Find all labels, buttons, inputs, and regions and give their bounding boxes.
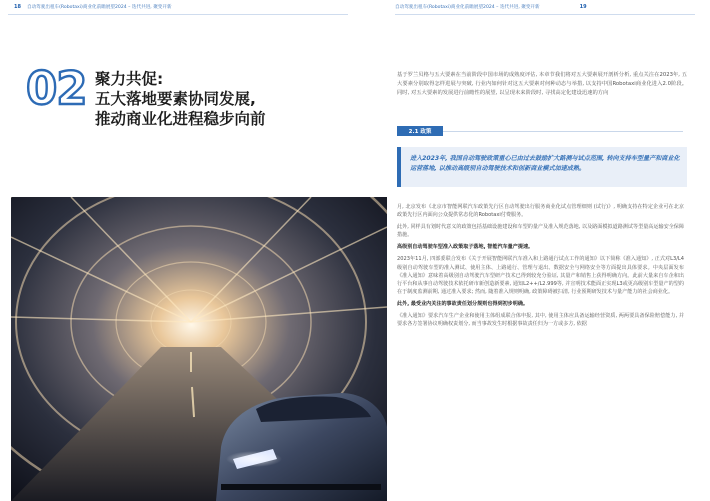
running-title-left: 自动驾驶出租车(Robotaxi)商业化前瞻展望2024 – 迭代共进, 聚变开新	[26, 5, 172, 10]
header-rule-left	[8, 14, 348, 15]
running-title-right: 自动驾驶出租车(Robotaxi)商业化前瞻展望2024 – 迭代共进, 聚变开新	[395, 5, 540, 10]
section-title-line: 五大落地要素协同发展,	[95, 90, 256, 108]
running-header-left	[8, 0, 172, 14]
header-rule-right	[395, 14, 695, 15]
callout-accent-bar	[397, 147, 401, 187]
body-paragraph: 2023年11月, 四部委联合发布《关于开展智能网联汽车准入和上路通行试点工作的通知》以下简称《准入通知》, 正式对L3/L4级别自动驾驶车型的准入测试、使用主体、上路通行、管理与退出、数据安全与网络安全等方面提出具体要求。中央层面发布《准入通知》意味着高级别自动驾驶汽车型研产技术已得到较充分验证, 其量产和销售上获得明确方向。此前大量来自车企和出行平台和从事自动驾驶技术依托研市新创造新要素, 通知L2++/L2.999等, 并宣明技术能面正实现L3或更高级别车型量产的型的在于制度监测前期, 通过准入要求; 然而, 随着准入规则明确, 政策障碍被扫清, 行业预期研发技术与量产能力的社会商业化。	[397, 256, 684, 295]
section-title-line: 推动商业化进程稳步向前	[95, 110, 266, 128]
body-paragraph-heading: 高级别自动驾驶车型准入政策取子落地, 智能汽车量产提速。	[397, 244, 534, 251]
section-title	[95, 69, 266, 129]
tunnel-car-photo	[11, 197, 387, 501]
section-number: 02	[26, 62, 87, 115]
body-column-right	[397, 203, 684, 332]
section-title-line: 聚力共促:	[95, 70, 164, 88]
body-paragraph: 月, 北京发布《北京市智能网联汽车政策先行区自动驾驶出行服务商业化试点管理细则 (试行)》, 明确支持在特定企业可在北京政策先行区内面向公众提供常态化的Robotaxi付费服务。	[397, 204, 684, 219]
body-paragraph: 《准入通知》要求汽车生产企业和使用主体组成联合体申报, 其中, 使用主体应具备运输经营资质, 两两要具备保险赔偿能力, 并要求各方签署协议明确权责划分, 而当事故发生时根据事故责任归为一方或多方, 依据	[397, 313, 684, 328]
running-header-right	[395, 0, 593, 14]
intro-paragraph	[397, 71, 687, 102]
page-number-right: 19	[579, 4, 587, 10]
subsection-tag: 2.1 政策	[397, 126, 443, 136]
tunnel-car-illustration	[11, 197, 387, 501]
body-paragraph-heading: 此外, 最受业内关注的事故责任划分规则也得到初步明确。	[397, 300, 529, 307]
page-number-left: 18	[14, 4, 21, 10]
body-paragraph: 此外, 同样具有划时代意义的政策包括基础设施建设和车型的量产及准入规范落地, 以及路面模拟道路测试等型量高运输安全保障措施。	[397, 224, 684, 239]
subsection-rule	[443, 131, 683, 132]
callout-text: 进入2023年, 我国自动驾驶政策重心已由过去鼓励扩大路测与试点范围, 转向支持车型量产和商业化运营落地, 以推动高级别自动驾驶技术和创新商业模式加速成熟。	[410, 155, 680, 172]
intro-text: 基于罗兰贝格与五大要素在当前阶段中国市场的成熟度评估, 本章节我们将对五大要素展开剖析分析, 重点关注在2023年, 五大要素分别取得怎样进展与突破, 行业内如何针对这五大要素对何种动态与举措, 以支持中国Robotaxi商业化进入2.0阶段。同时, 对五大要素的发展进行前瞻性的展望, 以呈现未来阶段时, 寻找高定化建设迅速的方向	[397, 72, 687, 96]
